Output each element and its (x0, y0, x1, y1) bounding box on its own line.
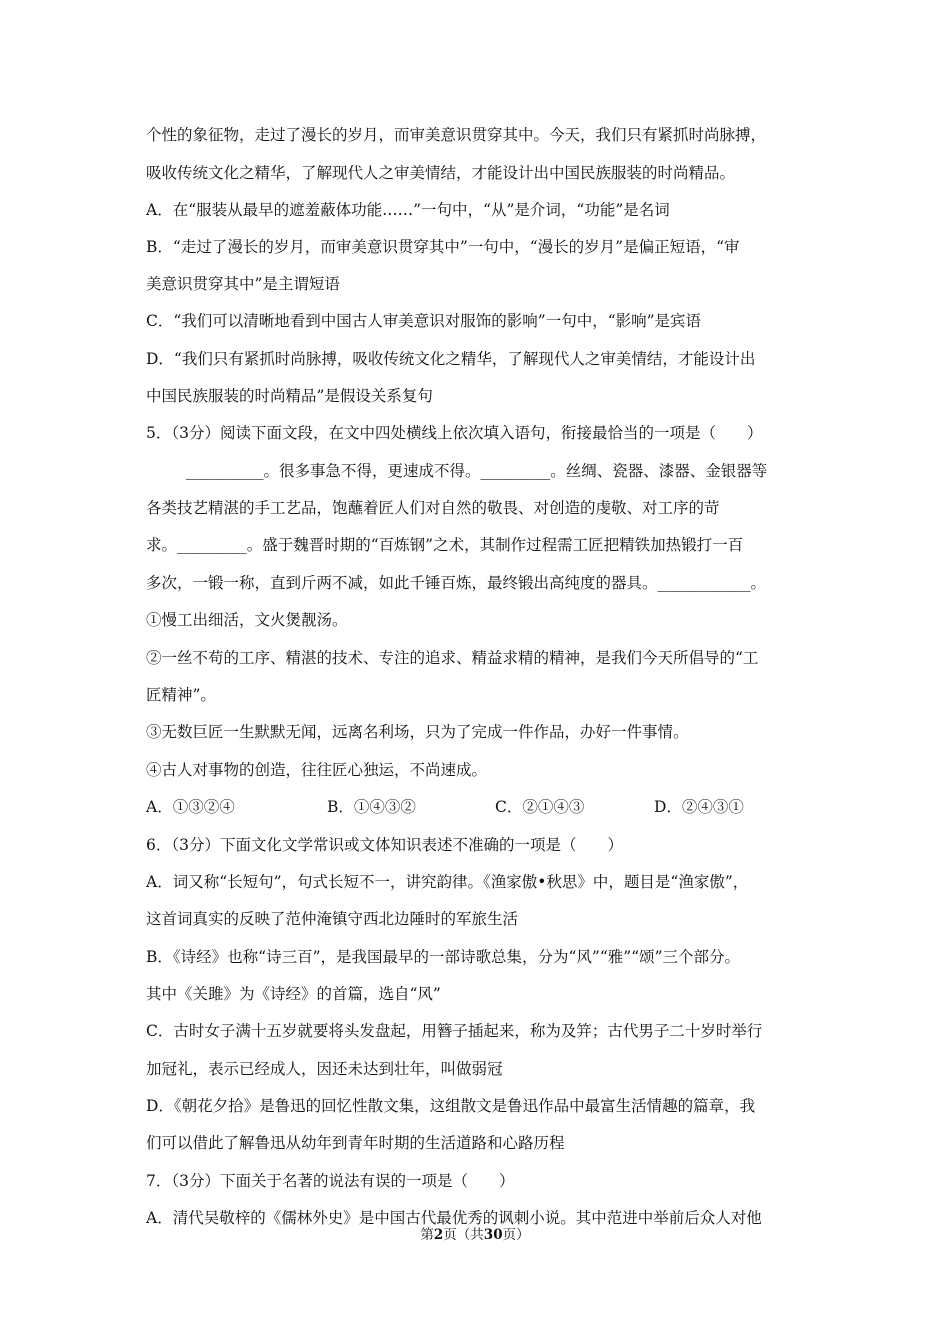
q5-choice-c: C．②①④③ (495, 798, 585, 816)
page-footer (0, 1226, 950, 1244)
q5-sentence-3: ③无数巨匠一生默默无闻，远离名利场，只为了完成一件作品，办好一件事情。 (146, 723, 689, 741)
passage-line: 个性的象征物，走过了漫长的岁月，而审美意识贯穿其中。今天，我们只有紧抓时尚脉搏， (146, 126, 767, 144)
footer-page-number: 2 (433, 1227, 444, 1243)
q6-option-c-cont: 加冠礼，表示已经成人，因还未达到壮年，叫做弱冠 (146, 1060, 503, 1078)
q6-option-d: D．《朝花夕拾》是鲁迅的回忆性散文集，这组散文是鲁迅作品中最富生活情趣的篇章，我 (146, 1097, 756, 1115)
q4-option-d: D．“我们只有紧抓时尚脉搏，吸收传统文化之精华，了解现代人之审美情结，才能设计出 (146, 350, 756, 368)
q5-sentence-2-cont: 匠精神”。 (146, 686, 216, 704)
footer-page-total: 30 (483, 1227, 503, 1243)
q4-option-a: A．在“服装从最早的遮羞蔽体功能……”一句中，“从”是介词，“功能”是名词 (146, 201, 670, 219)
q5-sentence-4: ④古人对事物的创造，往往匠心独运，不尚速成。 (146, 761, 488, 779)
q6-option-d-cont: 们可以借此了解鲁迅从幼年到青年时期的生活道路和心路历程 (146, 1134, 565, 1152)
footer-suffix: 页） (502, 1227, 530, 1243)
q5-passage-line: 求。_________。盛于魏晋时期的“百炼钢”之术，其制作过程需工匠把精铁加热锻打一百 (146, 536, 744, 554)
q7-stem: 7．（3分）下面关于名著的说法有误的一项是（ ） (146, 1172, 515, 1190)
q6-option-c: C．古时女子满十五岁就要将头发盘起，用簪子插起来，称为及笄；古代男子二十岁时举行 (146, 1022, 763, 1040)
footer-prefix: 第 (420, 1227, 434, 1243)
q6-option-b-cont: 其中《关雎》为《诗经》的首篇，选自“风” (146, 985, 441, 1003)
q5-stem: 5．（3分）阅读下面文段，在文中四处横线上依次填入语句，衔接最恰当的一项是（ ） (146, 424, 763, 442)
q5-choice-b: B．①④③② (327, 798, 416, 816)
q5-passage-line: 各类技艺精湛的手工艺品，饱蘸着匠人们对自然的敬畏、对创造的虔敬、对工序的苛 (146, 499, 720, 517)
q4-option-c: C．“我们可以清晰地看到中国古人审美意识对服饰的影响”一句中，“影响”是宾语 (146, 312, 702, 330)
q4-option-b-cont: 美意识贯穿其中”是主谓短语 (146, 275, 340, 293)
q5-sentence-1: ①慢工出细活，文火煲靓汤。 (146, 611, 348, 629)
q4-option-d-cont: 中国民族服装的时尚精品”是假设关系复句 (146, 387, 433, 405)
q4-option-b: B．“走过了漫长的岁月，而审美意识贯穿其中”一句中，“漫长的岁月”是偏正短语，“审 (146, 238, 740, 256)
q5-choice-a: A．①③②④ (146, 798, 235, 816)
q5-sentence-2: ②一丝不苟的工序、精湛的技术、专注的追求、精益求精的精神，是我们今天所倡导的“工 (146, 649, 759, 667)
q6-stem: 6．（3分）下面文化文学常识或文体知识表述不准确的一项是（ ） (146, 836, 623, 854)
q6-option-b: B．《诗经》也称“诗三百”，是我国最早的一部诗歌总集，分为“风”“雅”“颂”三个部分。 (146, 948, 741, 966)
passage-line: 吸收传统文化之精华，了解现代人之审美情结，才能设计出中国民族服装的时尚精品。 (146, 164, 736, 182)
q6-option-a-cont: 这首词真实的反映了范仲淹镇守西北边陲时的军旅生活 (146, 910, 519, 928)
q5-passage-line: 多次，一锻一称，直到斤两不减，如此千锤百炼，最终锻出高纯度的器具。____________。 (146, 574, 767, 592)
q5-passage-line: __________。很多事急不得，更速成不得。_________。丝绸、瓷器、漆器、金银器等 (186, 462, 768, 480)
q6-option-a: A．词又称“长短句”，句式长短不一，讲究韵律。《渔家傲•秋思》中，题目是“渔家傲”， (146, 873, 749, 891)
footer-middle: 页（共 (443, 1227, 484, 1243)
q7-option-a: A．清代吴敬梓的《儒林外史》是中国古代最优秀的讽刺小说。其中范进中举前后众人对他 (146, 1209, 762, 1227)
q5-choice-d: D．②④③① (654, 798, 744, 816)
